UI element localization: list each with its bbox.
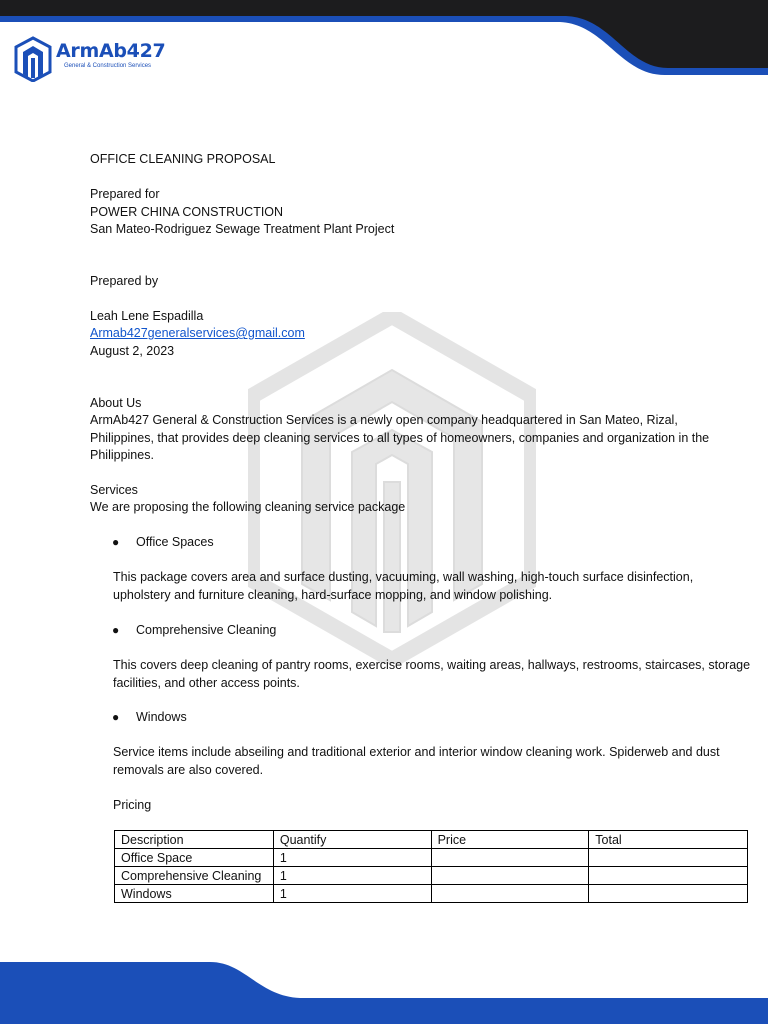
prepared-by-label: Prepared by [90, 274, 159, 288]
table-header-cell: Total [589, 831, 748, 849]
table-header-cell: Description [115, 831, 274, 849]
bullet-icon: ● [112, 623, 120, 637]
pricing-table [114, 830, 748, 903]
bullet-icon: ● [112, 535, 120, 549]
table-cell: Windows [115, 885, 274, 903]
service-name: Comprehensive Cleaning [136, 623, 277, 637]
table-header-cell: Quantify [273, 831, 431, 849]
table-cell: 1 [273, 867, 431, 885]
table-cell [589, 849, 748, 867]
project-name: San Mateo-Rodriguez Sewage Treatment Plant Project [90, 222, 395, 236]
author-name: Leah Lene Espadilla [90, 309, 204, 323]
document-title: OFFICE CLEANING PROPOSAL [90, 152, 276, 166]
table-cell [431, 885, 589, 903]
logo-name: ArmAb427 [56, 40, 166, 62]
proposal-date: August 2, 2023 [90, 344, 175, 358]
client-name: POWER CHINA CONSTRUCTION [90, 205, 284, 219]
prepared-for-label: Prepared for [90, 187, 160, 201]
table-cell [589, 867, 748, 885]
table-cell: Comprehensive Cleaning [115, 867, 274, 885]
footer-band [0, 962, 768, 1024]
services-intro: We are proposing the following cleaning service package [90, 500, 406, 514]
pricing-heading: Pricing [113, 798, 152, 812]
about-text: ArmAb427 General & Construction Services is a newly open company headquartered in San Mateo, Rizal, Philippines, that provides deep cleaning services to all types of homeowners, companies and organization in the Philippines. [90, 413, 710, 462]
table-row [115, 867, 748, 885]
table-header-cell: Price [431, 831, 589, 849]
table-row [115, 849, 748, 867]
service-name: Office Spaces [136, 535, 214, 549]
table-cell [589, 885, 748, 903]
about-heading: About Us [90, 396, 142, 410]
service-description: This package covers area and surface dusting, vacuuming, wall washing, high-touch surface disinfection, upholstery and furniture cleaning, hard-surface mopping, and window polishing. [113, 570, 694, 602]
bullet-icon: ● [112, 710, 120, 724]
service-name: Windows [136, 710, 187, 724]
table-row [115, 885, 748, 903]
table-cell: 1 [273, 849, 431, 867]
services-heading: Services [90, 483, 138, 497]
table-cell: Office Space [115, 849, 274, 867]
author-email-link[interactable]: Armab427generalservices@gmail.com [90, 326, 305, 340]
table-cell [431, 867, 589, 885]
logo-tagline: General & Construction Services [64, 63, 152, 69]
service-description: This covers deep cleaning of pantry rooms, exercise rooms, waiting areas, hallways, restrooms, staircases, storage facilities, and other access points. [113, 658, 751, 690]
service-description: Service items include abseiling and traditional exterior and interior window cleaning work. Spiderweb and dust removals are also covered. [113, 745, 720, 777]
table-header-row [115, 831, 748, 849]
table-cell [431, 849, 589, 867]
table-cell: 1 [273, 885, 431, 903]
